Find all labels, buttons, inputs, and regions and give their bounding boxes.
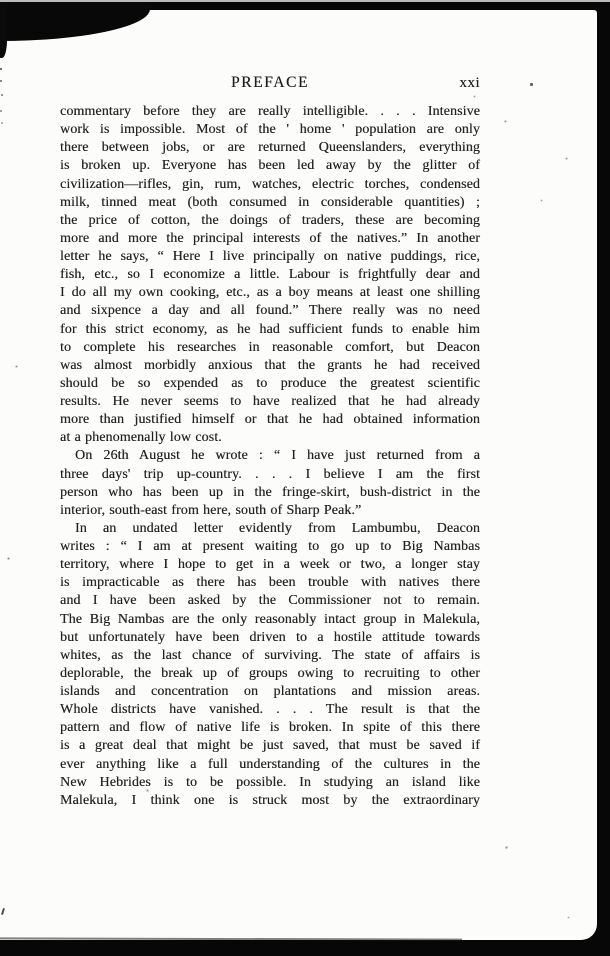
- scan-smudge-bottom: [0, 937, 462, 940]
- page-number: xxi: [459, 75, 480, 91]
- text-line: person who has been up in the fringe-skirt, bush-district in the: [60, 484, 480, 500]
- text-line: there between jobs, or are returned Queenslanders, everything: [60, 140, 480, 156]
- text-line: is impracticable as there has been trouble with natives there: [60, 575, 480, 591]
- text-line: but unfortunately have been driven to a hostile attitude towards: [60, 629, 480, 645]
- text-line: fish, etc., so I economize a little. Labour is frightfully dear and: [60, 267, 480, 283]
- text-line: I do all my own cooking, etc., as a boy means at least one shilling: [60, 285, 480, 301]
- text-line: pattern and flow of native life is broken. In spite of this there: [60, 720, 480, 736]
- text-line: should be so expended as to produce the greatest scientific: [60, 375, 480, 391]
- text-line: more than justified himself or that he had obtained information: [60, 412, 480, 428]
- scan-noise-left: [0, 62, 2, 64]
- text-line: the price of cotton, the doings of traders, these are becoming: [60, 212, 480, 228]
- text-line: is broken up. Everyone has been led away by the glitter of: [60, 158, 480, 174]
- text-line: and I have been asked by the Commissioner not to remain.: [60, 593, 480, 609]
- text-line: Malekula, I think one is struck most by the extraordinary: [60, 792, 480, 808]
- page-text: [60, 103, 480, 810]
- scan-edge-sliver: [0, 0, 610, 2]
- page-title: PREFACE: [230, 74, 310, 91]
- text-line: whites, as the last chance of surviving. The state of affairs is: [60, 647, 480, 663]
- page-header: [60, 74, 480, 94]
- text-line: at a phenomenally low cost.: [60, 430, 222, 446]
- text-line: three days' trip up-country. . . . I believe I am the first: [60, 466, 480, 482]
- text-line: On 26th August he wrote : “ I have just returned from a: [75, 448, 480, 464]
- text-line: was almost morbidly anxious that the grants he had received: [60, 357, 480, 373]
- text-line: territory, where I hope to get in a week or two, a longer stay: [60, 557, 480, 573]
- text-line: is a great deal that might be just saved, that must be saved if: [60, 738, 480, 754]
- text-line: In an undated letter evidently from Lambumbu, Deacon: [75, 520, 480, 536]
- text-line: letter he says, “ Here I live principally on native puddings, rice,: [60, 249, 480, 264]
- text-line: results. He never seems to have realized that he had already: [60, 394, 480, 409]
- text-line: and sixpence a day and all found.” There really was no need: [60, 303, 480, 319]
- text-line: Whole districts have vanished. . . . The result is that the: [60, 702, 480, 718]
- text-line: New Hebrides is to be possible. In studying an island like: [60, 774, 480, 790]
- text-line: deplorable, the break up of groups owing to recruiting to other: [60, 665, 480, 681]
- text-line: civilization—rifles, gin, rum, watches, electric torches, condensed: [60, 176, 480, 192]
- text-line: interior, south-east from here, south of Sharp Peak.”: [60, 502, 362, 518]
- text-line: milk, tinned meat (both consumed in considerable quantities) ;: [60, 194, 480, 210]
- text-line: The Big Nambas are the only reasonably intact group in Malekula,: [60, 611, 480, 627]
- text-line: work is impossible. Most of the ' home ' population are only: [60, 122, 480, 138]
- text-line: for this strict economy, as he had sufficient funds to enable him: [60, 321, 480, 337]
- scan-shadow-left: [0, 0, 7, 58]
- text-line: to complete his researches in reasonable comfort, but Deacon: [60, 339, 480, 355]
- text-line: islands and concentration on plantations and mission areas.: [60, 684, 480, 699]
- text-line: writes : “ I am at present waiting to go up to Big Nambas: [60, 539, 480, 554]
- text-line: ever anything like a full understanding of the cultures in the: [60, 756, 480, 772]
- text-line: commentary before they are really intelligible. . . . Intensive: [60, 104, 480, 119]
- text-line: more and more the principal interests of the natives.” In another: [60, 230, 480, 246]
